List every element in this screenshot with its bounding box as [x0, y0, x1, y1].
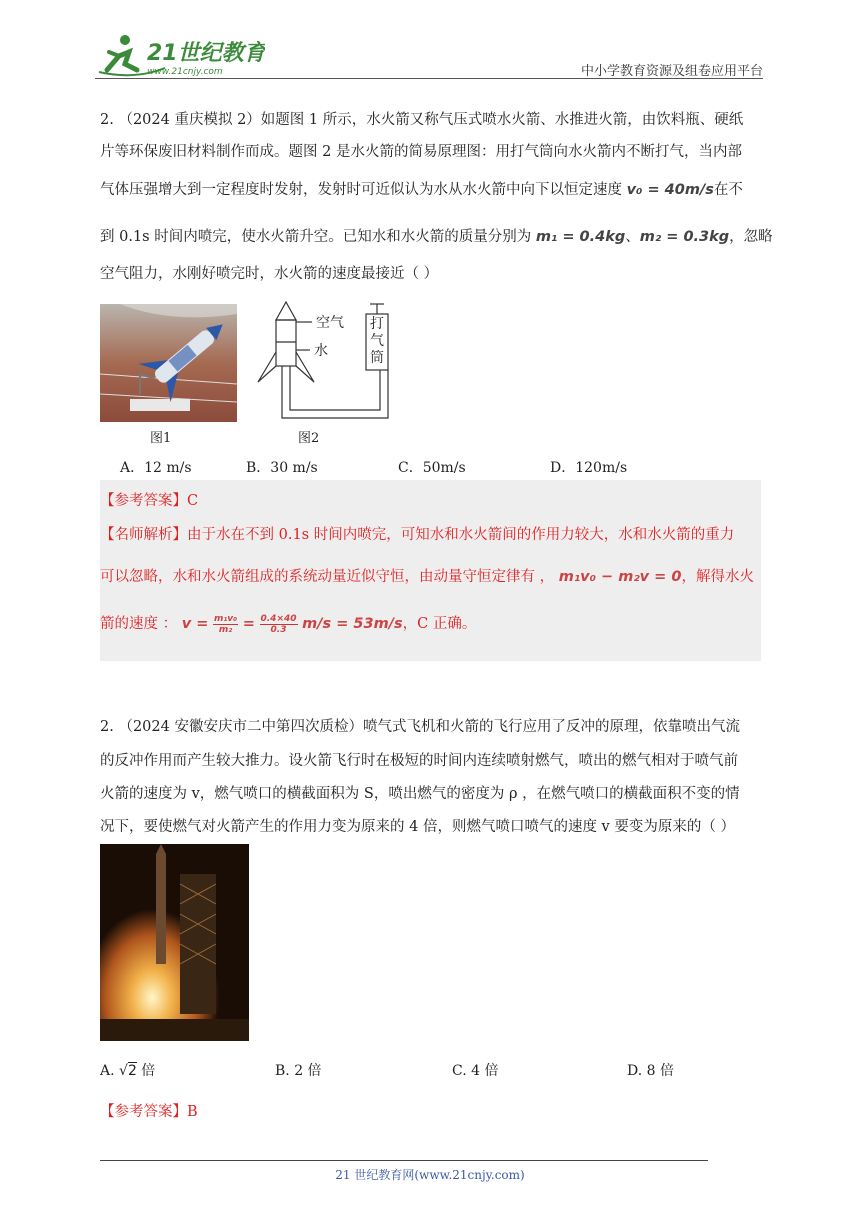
svg-text:www.21cnjy.com: www.21cnjy.com: [147, 67, 223, 77]
q2-line-2: 的反冲作用而产生较大推力。设火箭飞行时在极短的时间内连续喷射燃气，喷出的燃气相对于喷气前: [100, 753, 738, 769]
q1-option-a: A．12 m/s: [120, 460, 192, 476]
q2-option-d: D. 8 倍: [627, 1063, 674, 1079]
site-logo: [95, 30, 265, 80]
figure-2-caption: 图2: [298, 431, 320, 446]
platform-name: 中小学教育资源及组卷应用平台: [580, 64, 763, 79]
q2-line-1: 2. （2024 安徽安庆市二中第四次质检）喷气式飞机和火箭的飞行应用了反冲的原理，依靠喷出气流: [100, 719, 740, 735]
q1-analysis-line-3: 箭的速度 ： v = $\frac{\text{m₁v₀}}{\text{m₂}}$ = $\frac{0.4\times 40}{0.3}$ m/s = 53m/s，C 正确。: [100, 613, 477, 635]
q1-line-5: 空气阻力，水刚好喷完时，水火箭的速度最接近（ ）: [100, 266, 439, 282]
math-m1: m₁ = 0.4kg: [535, 229, 626, 245]
figure-2-diagram: [252, 300, 402, 425]
q1-line-4: 到 0.1s 时间内喷完，使水火箭升空。已知水和水火箭的质量分别为 m₁ = 0.4kg、m₂ = 0.3kg，忽略: [100, 229, 773, 245]
q2-line-3: 火箭的速度为 v，燃气喷口的横截面积为 S，喷出燃气的密度为 ρ ，在燃气喷口的横截面积不变的情: [100, 786, 740, 802]
q1-line-1: 2. （2024 重庆模拟 2）如题图 1 所示，水火箭又称气压式喷水火箭、水推进火箭，由饮料瓶、硬纸: [100, 112, 744, 128]
q1-line-3: 气体压强增大到一定程度时发射，发射时可近似认为水从水火箭中向下以恒定速度 v₀ = 40m/s在不: [100, 182, 743, 198]
math-fraction-2: $\frac{0.4\times 40}{0.3}$: [260, 613, 297, 635]
header-rule: [95, 78, 763, 79]
math-m2: m₂ = 0.3kg: [639, 229, 730, 245]
label-pump: 打气筒: [370, 316, 384, 366]
figure-1-caption: 图1: [150, 431, 172, 446]
sqrt-icon: √2: [119, 1063, 137, 1079]
q1-option-d: D．120m/s: [550, 460, 628, 476]
q2-option-c: C. 4 倍: [452, 1063, 499, 1079]
figure-1-photo: [100, 304, 237, 422]
q1-line-2: 片等环保废旧材料制作而成。题图 2 是水火箭的简易原理图：用打气筒向水火箭内不断打气，当内部: [100, 144, 742, 160]
math-v0: v₀ = 40m/s: [626, 182, 714, 198]
math-fraction-1: $\frac{\text{m₁v₀}}{\text{m₂}}$: [213, 613, 238, 635]
q1-analysis-line-2: 可以忽略，水和水火箭组成的系统动量近似守恒，由动量守恒定律有 ， m₁v₀ − m₂v = 0，解得水火: [100, 569, 754, 585]
rocket-launch-photo: [100, 844, 249, 1041]
q1-option-b: B．30 m/s: [246, 460, 318, 476]
label-air: 空气: [316, 315, 344, 331]
footer-link[interactable]: 21 世纪教育网(www.21cnjy.com): [335, 1168, 525, 1182]
q2-option-a: A. √2 倍: [100, 1063, 156, 1079]
q2-answer: 【参考答案】B: [100, 1104, 198, 1120]
footer-rule: [100, 1160, 708, 1161]
label-water: 水: [314, 343, 328, 359]
q1-answer: 【参考答案】C: [100, 493, 199, 509]
math-momentum: m₁v₀ − m₂v = 0: [558, 569, 682, 585]
q1-option-c: C．50m/s: [398, 460, 466, 476]
q1-analysis-line-1: 【名师解析】由于水在不到 0.1s 时间内喷完，可知水和水火箭间的作用力较大，水和水火箭的重力: [100, 527, 735, 543]
q2-line-4: 况下，要使燃气对火箭产生的作用力变为原来的 4 倍，则燃气喷口喷气的速度 v 要变为原来的（ ）: [100, 819, 735, 835]
q2-option-b: B. 2 倍: [275, 1063, 322, 1079]
svg-text:21世纪教育: 21世纪教育: [147, 41, 265, 66]
